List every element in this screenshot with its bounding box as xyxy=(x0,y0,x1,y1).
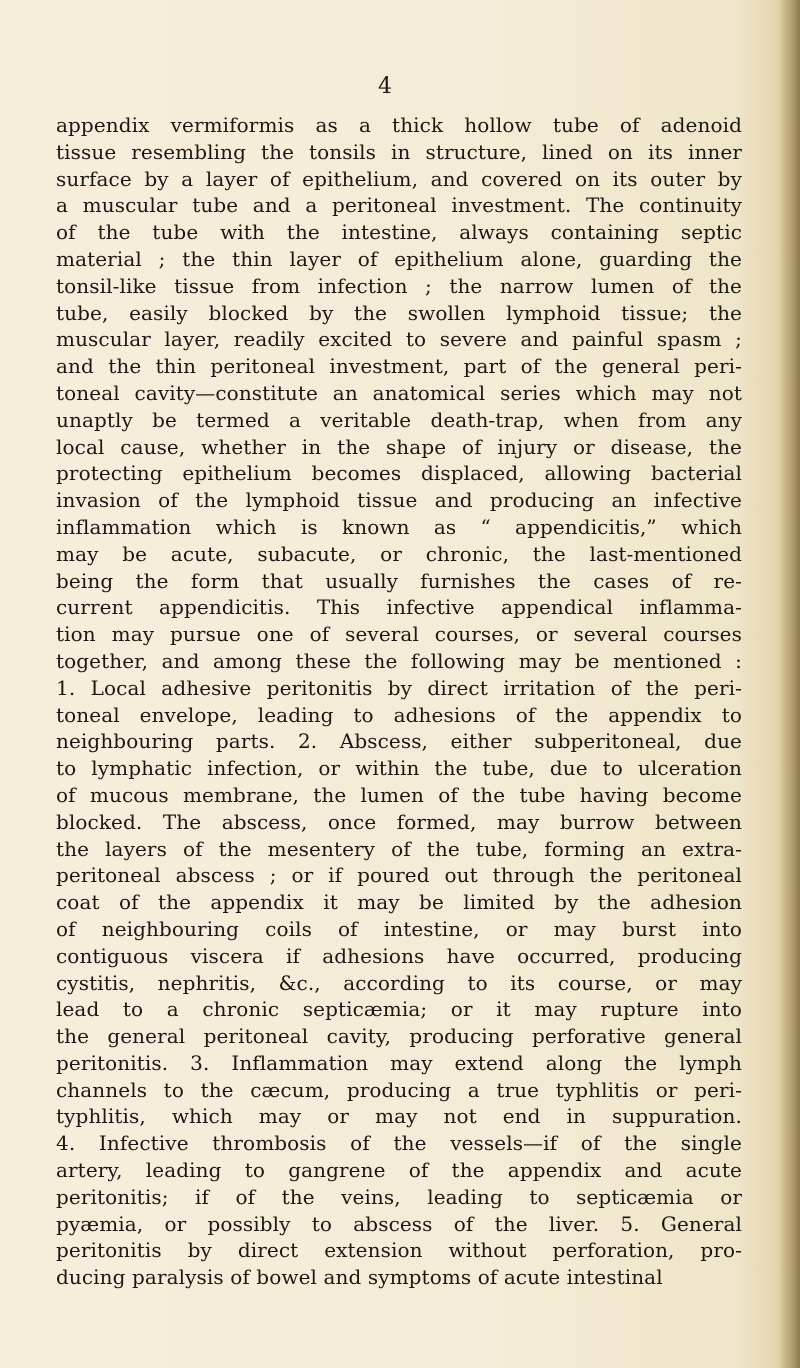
text-line: ducing paralysis of bowel and symptoms of acute intestinal xyxy=(56,1265,663,1290)
text-line: toneal cavity—constitute an anatomical series which may not xyxy=(56,380,742,405)
text-line: may be acute, subacute, or chronic, the last-mentioned xyxy=(56,541,742,566)
text-line: surface by a layer of epithelium, and covered on its outer by xyxy=(56,166,742,191)
text-line: peritonitis; if of the veins, leading to septicæmia or xyxy=(56,1184,742,1209)
text-line: current appendicitis. This infective appendical inflamma- xyxy=(56,595,742,620)
text-line: the layers of the mesentery of the tube, forming an extra- xyxy=(56,836,742,861)
text-line: invasion of the lymphoid tissue and producing an infective xyxy=(56,488,742,513)
body-text xyxy=(56,112,742,1291)
text-line: tonsil-like tissue from infection ; the narrow lumen of the xyxy=(56,273,742,298)
text-line: peritoneal abscess ; or if poured out through the peritoneal xyxy=(56,863,742,888)
page-number: 4 xyxy=(378,74,392,99)
text-line: peritonitis by direct extension without perforation, pro- xyxy=(56,1238,742,1263)
text-line: to lymphatic infection, or within the tube, due to ulceration xyxy=(56,756,742,781)
text-line: tissue resembling the tonsils in structure, lined on its inner xyxy=(56,139,742,164)
text-line: blocked. The abscess, once formed, may burrow between xyxy=(56,809,742,834)
text-line: of mucous membrane, the lumen of the tube having become xyxy=(56,782,742,807)
text-line: protecting epithelium becomes displaced, allowing bacterial xyxy=(56,461,742,486)
text-line: and the thin peritoneal investment, part of the general peri- xyxy=(56,354,742,379)
text-line: tion may pursue one of several courses, or several courses xyxy=(56,622,742,647)
text-line: coat of the appendix it may be limited by the adhesion xyxy=(56,890,742,915)
text-line: tube, easily blocked by the swollen lymphoid tissue; the xyxy=(56,300,742,325)
text-line: unaptly be termed a veritable death-trap, when from any xyxy=(56,407,742,432)
text-line: artery, leading to gangrene of the appendix and acute xyxy=(56,1158,742,1183)
text-line: being the form that usually furnishes the cases of re- xyxy=(56,568,742,593)
text-line: channels to the cæcum, producing a true typhlitis or peri- xyxy=(56,1077,742,1102)
text-line: local cause, whether in the shape of injury or disease, the xyxy=(56,434,742,459)
text-line: inflammation which is known as “ appendicitis,” which xyxy=(56,514,742,539)
text-line: material ; the thin layer of epithelium alone, guarding the xyxy=(56,246,742,271)
text-line: peritonitis. 3. Inflammation may extend along the lymph xyxy=(56,1050,742,1075)
text-line: the general peritoneal cavity, producing perforative general xyxy=(56,1024,742,1049)
text-line: contiguous viscera if adhesions have occurred, producing xyxy=(56,943,742,968)
text-line: cystitis, nephritis, &c., according to its course, or may xyxy=(56,970,742,995)
text-line: of neighbouring coils of intestine, or may burst into xyxy=(56,916,742,941)
text-line: muscular layer, readily excited to severe and painful spasm ; xyxy=(56,327,742,352)
text-line: 1. Local adhesive peritonitis by direct irritation of the peri- xyxy=(56,675,742,700)
text-line: 4. Infective thrombosis of the vessels—if of the single xyxy=(56,1131,742,1156)
text-line: appendix vermiformis as a thick hollow tube of adenoid xyxy=(56,113,742,137)
text-line: neighbouring parts. 2. Abscess, either subperitoneal, due xyxy=(56,729,742,754)
text-line: lead to a chronic septicæmia; or it may rupture into xyxy=(56,997,742,1022)
page-edge-shadow xyxy=(778,0,800,1368)
text-line: a muscular tube and a peritoneal investment. The continuity xyxy=(56,193,742,218)
text-line: toneal envelope, leading to adhesions of the appendix to xyxy=(56,702,742,727)
text-line: pyæmia, or possibly to abscess of the liver. 5. General xyxy=(56,1211,742,1236)
text-line: together, and among these the following may be mentioned : xyxy=(56,648,742,673)
text-line: of the tube with the intestine, always containing septic xyxy=(56,220,742,245)
text-line: typhlitis, which may or may not end in suppuration. xyxy=(56,1104,742,1129)
